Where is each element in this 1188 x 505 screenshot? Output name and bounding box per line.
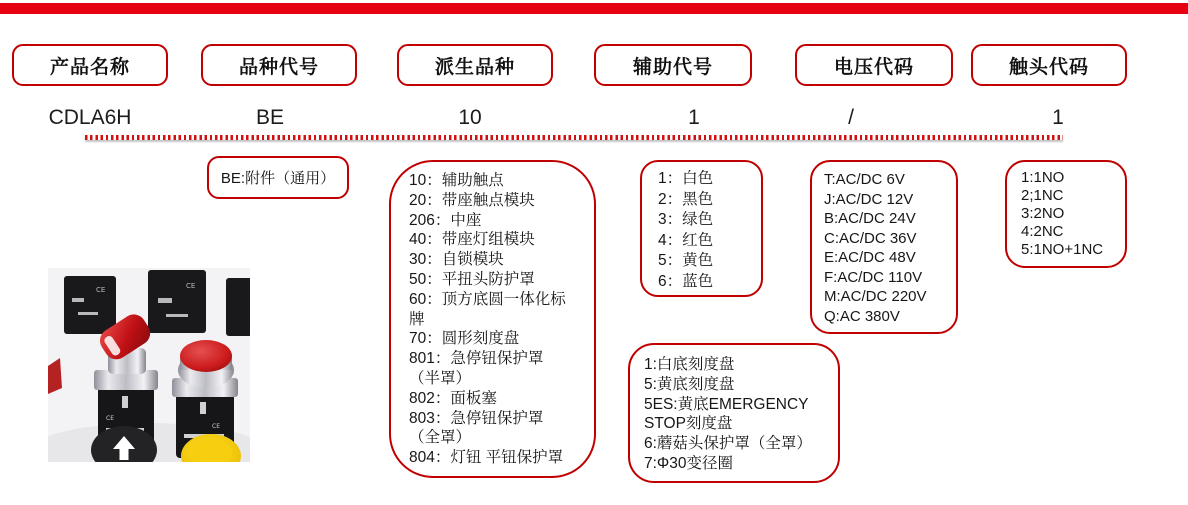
- code-value-aux-code: 1: [688, 106, 700, 129]
- variety-note-box: [207, 156, 349, 199]
- header-box-product-name: [12, 44, 168, 86]
- list-item: 3：绿色: [658, 211, 714, 228]
- list-item: 802：面板塞: [409, 389, 497, 407]
- derived-variety-list: [409, 171, 568, 468]
- list-item: 50：平扭头防护罩: [409, 270, 535, 288]
- header-box-derived-variety: [397, 44, 553, 86]
- list-item: 6:蘑菇头保护罩（全罩）: [644, 435, 812, 453]
- list-item: 7:Φ30变径圈: [644, 454, 734, 472]
- header-label: 产品名称: [49, 56, 130, 78]
- header-label: 电压代码: [833, 56, 914, 78]
- list-item: E:AC/DC 48V: [824, 249, 916, 266]
- aux-color-box: [640, 160, 763, 297]
- list-item: 2;1NC: [1021, 187, 1064, 204]
- dotted-separator-line: [85, 135, 1063, 140]
- list-item: M:AC/DC 220V: [824, 288, 927, 305]
- svg-text:CE: CE: [96, 286, 106, 294]
- voltage-code-list: [824, 170, 954, 326]
- top-red-bar: [0, 3, 1188, 14]
- list-item: 5：黄色: [658, 252, 714, 269]
- list-item: 2：黑色: [658, 190, 714, 208]
- svg-text:CE: CE: [212, 423, 220, 430]
- list-item: Q:AC 380V: [824, 307, 900, 325]
- code-value-derived-variety: 10: [458, 106, 482, 129]
- list-item: T:AC/DC 6V: [824, 171, 905, 188]
- list-item: 1：白色: [658, 170, 714, 187]
- list-item: 206：中座: [409, 211, 482, 229]
- contact-code-box: [1005, 160, 1127, 268]
- list-item: 5:黄底刻度盘: [644, 375, 735, 393]
- code-value-voltage-code: /: [848, 106, 854, 129]
- svg-text:CE: CE: [106, 415, 114, 422]
- header-box-contact-code: [971, 44, 1127, 86]
- list-item: 804：灯钮 平钮保护罩: [409, 449, 564, 467]
- list-item: 3:2NO: [1021, 205, 1065, 222]
- list-item: 4：红色: [658, 231, 714, 249]
- header-label: 品种代号: [238, 56, 319, 78]
- list-item: 40：带座灯组模块: [409, 231, 535, 249]
- list-item: 5ES:黄底EMERGENCY STOP刻度盘: [644, 395, 809, 433]
- aux-extra-list: [644, 355, 828, 474]
- list-item: 803：急停钮保护罩（全罩）: [409, 409, 544, 447]
- voltage-code-box: [810, 160, 958, 334]
- code-value-product-name: CDLA6H: [48, 106, 132, 129]
- list-item: F:AC/DC 110V: [824, 268, 923, 286]
- aux-color-list: [658, 169, 757, 292]
- contact-code-list: [1021, 169, 1123, 259]
- list-item: 70：圆形刻度盘: [409, 330, 520, 348]
- header-box-variety-code: [201, 44, 357, 86]
- list-item: 1:1NO: [1021, 169, 1065, 186]
- header-label: 派生品种: [434, 56, 515, 78]
- code-value-contact-code: 1: [1052, 106, 1064, 129]
- code-value-variety-code: BE: [255, 106, 285, 129]
- variety-note-text: BE:附件（通用）: [220, 170, 336, 187]
- list-item: 30：自锁模块: [409, 251, 504, 269]
- list-item: 801：急停钮保护罩（半罩）: [409, 350, 544, 387]
- derived-variety-box: [389, 160, 596, 478]
- list-item: B:AC/DC 24V: [824, 210, 916, 227]
- list-item: 10：辅助触点: [409, 172, 504, 189]
- header-box-voltage-code: [795, 44, 953, 86]
- header-label: 触头代码: [1008, 56, 1089, 78]
- list-item: 4:2NC: [1021, 223, 1064, 240]
- svg-text:CE: CE: [186, 282, 196, 290]
- header-box-aux-code: [594, 44, 752, 86]
- list-item: 1:白底刻度盘: [644, 356, 735, 373]
- list-item: C:AC/DC 36V: [824, 229, 917, 247]
- list-item: 20：带座触点模块: [409, 191, 535, 209]
- list-item: 5:1NO+1NC: [1021, 241, 1104, 258]
- header-label: 辅助代号: [632, 56, 713, 78]
- aux-extra-box: [628, 343, 840, 483]
- product-photo: [48, 268, 250, 462]
- list-item: J:AC/DC 12V: [824, 190, 914, 208]
- list-item: 60：顶方底圆一体化标牌: [409, 290, 566, 328]
- list-item: 6：蓝色: [658, 272, 714, 290]
